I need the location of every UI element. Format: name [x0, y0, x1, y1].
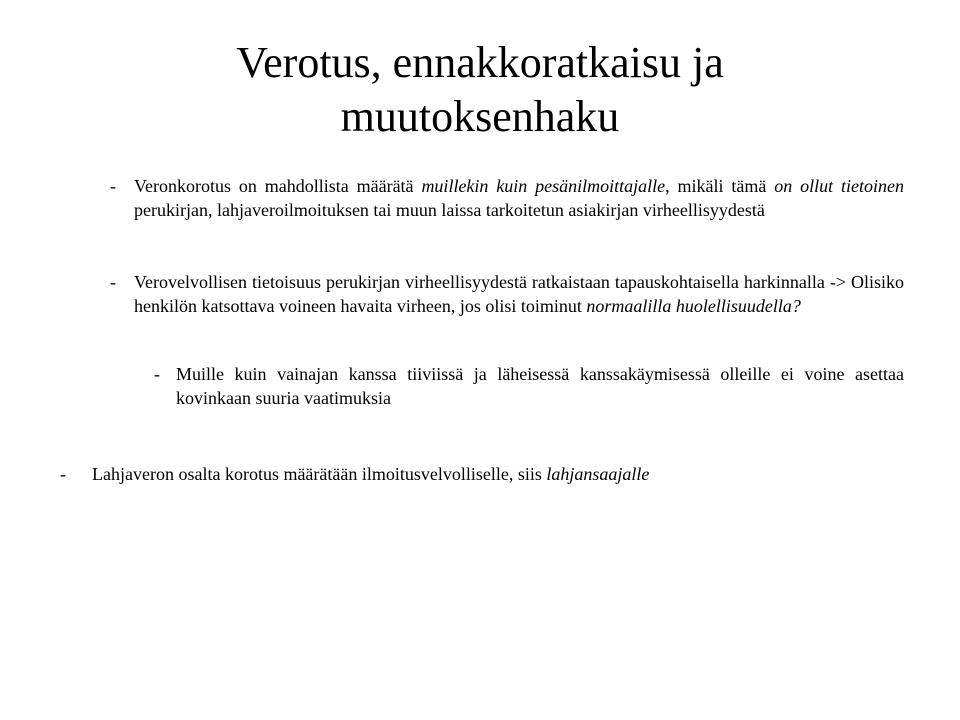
bullet-3-text-1: Muille kuin vainajan kanssa tiiviissä ja läheisessä kanssakäymisessä olleille ei voine asettaa kovinkaan suuria vaatimuksia — [176, 364, 904, 408]
bullet-2-text-1: Verovelvollisen tietoisuus perukirjan virheellisyydestä ratkaistaan tapauskohtaisella harkinnalla -> Olisiko henkilön katsottava voineen havaita virheen, jos olisi toiminut — [134, 272, 904, 316]
title-line-1: Verotus, ennakkoratkaisu ja — [236, 38, 724, 87]
bullet-3-sub — [154, 362, 904, 410]
slide-title — [80, 36, 880, 144]
bullet-marker: - — [110, 176, 116, 196]
bullet-1-text-5: perukirjan, lahjaveroilmoituksen tai muun laissa tarkoitetun asiakirjan virheellisyydestä — [134, 200, 765, 220]
bullet-4-text-1: Lahjaveron osalta korotus määrätään ilmoitusvelvolliselle, siis — [92, 464, 547, 484]
bullet-4 — [60, 462, 904, 486]
bullet-1-text-4: on ollut tietoinen — [774, 176, 904, 196]
bullet-1-text-3: , mikäli tämä — [665, 176, 775, 196]
bullet-2-text-2: normaalilla huolellisuudella? — [586, 296, 801, 316]
bullet-2 — [110, 270, 904, 318]
title-line-2: muutoksenhaku — [340, 92, 620, 141]
bullet-marker: - — [60, 464, 66, 484]
bullet-marker: - — [110, 272, 116, 292]
bullet-1-text-2: muillekin kuin pesänilmoittajalle — [421, 176, 666, 196]
bullet-1-text-1: Veronkorotus on mahdollista määrätä — [134, 176, 422, 196]
bullet-marker: - — [154, 364, 160, 384]
bullet-1 — [110, 174, 904, 222]
bullet-4-text-2: lahjansaajalle — [546, 464, 650, 484]
